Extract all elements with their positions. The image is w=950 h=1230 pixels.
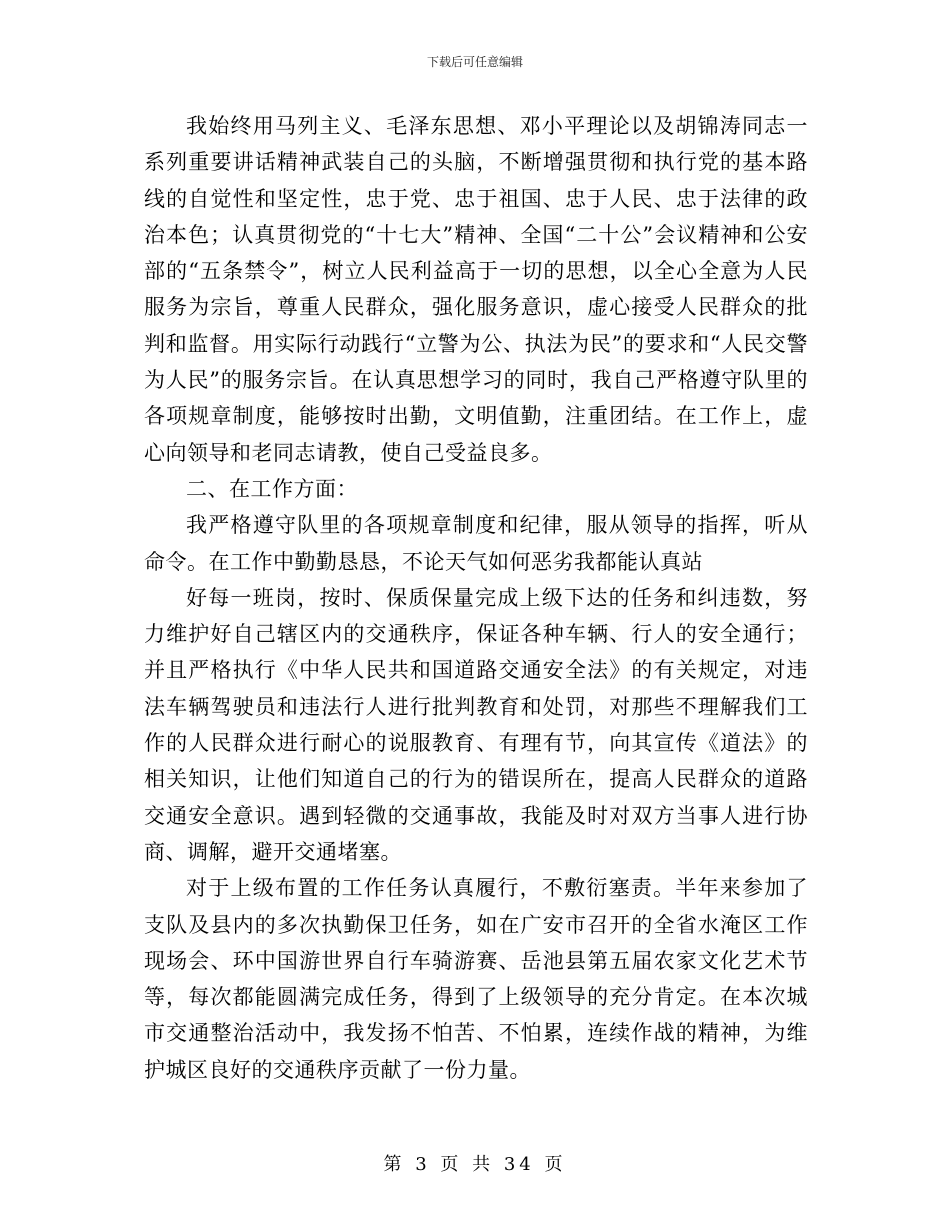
paragraph-assigned-tasks: 对于上级布置的工作任务认真履行，不敷衍塞责。半年来参加了支队及县内的多次执勤保卫任务，如在广安市召开的全省水淹区工作现场会、环中国游世界自行车骑游赛、岳池县第五届农家文化艺术节等，每次都能圆满完成任务，得到了上级领导的充分肯定。在本次城市交通整治活动中，我发扬不怕苦、不怕累，连续作战的精神，为维护城区良好的交通秩序贡献了一份力量。 bbox=[144, 876, 808, 1082]
document-body bbox=[144, 108, 808, 1088]
page-number: 第 3 页 共 34 页 bbox=[383, 1154, 567, 1175]
page-header: 下载后可任意编辑 bbox=[426, 55, 523, 69]
paragraph-political-thought: 我始终用马列主义、毛泽东思想、邓小平理论以及胡锦涛同志一系列重要讲话精神武装自己的头脑，不断增强贯彻和执行党的基本路线的自觉性和坚定性，忠于党、忠于祖国、忠于人民、忠于法律的政治本色；认真贯彻党的“十七大”精神、全国“二十公”会议精神和公安部的“五条禁令”，树立人民利益高于一切的思想，以全心全意为人民服务为宗旨，尊重人民群众，强化服务意识，虚心接受人民群众的批判和监督。用实际行动践行“立警为公、执法为民”的要求和“人民交警为人民”的服务宗旨。在认真思想学习的同时，我自己严格遵守队里的各项规章制度，能够按时出勤，文明值勤，注重团结。在工作上，虚心向领导和老同志请教，使自己受益良多。 bbox=[144, 114, 808, 465]
paragraph-discipline: 我严格遵守队里的各项规章制度和纪律，服从领导的指挥，听从命令。在工作中勤勤恳恳，不论天气如何恶劣我都能认真站 bbox=[144, 513, 808, 574]
section-heading-work: 二、在工作方面： bbox=[186, 476, 358, 501]
paragraph-traffic-duty: 好每一班岗，按时、保质保量完成上级下达的任务和纠违数，努力维护好自己辖区内的交通秩序，保证各种车辆、行人的安全通行；并且严格执行《中华人民共和国道路交通安全法》的有关规定，对违法车辆驾驶员和违法行人进行批判教育和处罚，对那些不理解我们工作的人民群众进行耐心的说服教育、有理有节，向其宣传《道法》的相关知识，让他们知道自己的行为的错误所在，提高人民群众的道路交通安全意识。遇到轻微的交通事故，我能及时对双方当事人进行协商、调解，避开交通堵塞。 bbox=[144, 585, 808, 864]
